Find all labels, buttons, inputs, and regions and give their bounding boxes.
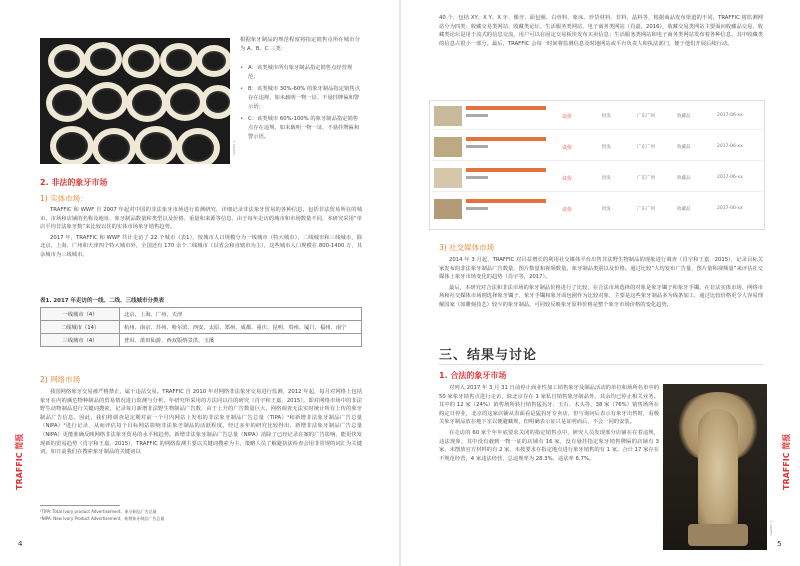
- bullet-item: • A：该类城市所有象牙制品指定销售点经营规范；: [240, 64, 360, 82]
- subsection-title: 2) 网络市场: [40, 375, 81, 384]
- paragraph: 对列入 2017 年 3 月 31 日前停止商业性加工销售象牙及制品活动的单位和场所名单中的 50 家象牙销售点进行走访，除北京存在 1 家私自销售象牙制品外，其余均已停止相关业务。其中的 12 家（24%）销售场所转行销售猛犸牙、玉石、木头等，38 家（76%）销售场所在约定日停业，北京的这家店铺从表面看是猛犸牙专卖店，但与询问后表示有象牙出售时，看极关象牙制品放在地下室以便避藏规，但明确表示证只是证明而后，不会一同的安装。: [439, 385, 659, 426]
- listing-price: 议价: [562, 176, 573, 182]
- listing-col: 批发: [602, 176, 611, 181]
- table-cell: 二线城市（14）: [41, 321, 120, 334]
- web-listing-screenshot: [429, 100, 765, 230]
- page-number: 4: [18, 540, 23, 548]
- listing-row: [432, 134, 762, 161]
- photo-credit: © TRAFFIC: [769, 520, 773, 537]
- right-page: [401, 0, 800, 566]
- subsection-title: 3) 社交媒体市场: [439, 243, 495, 252]
- body-text: [40, 206, 362, 262]
- bullet-list: [240, 64, 360, 145]
- listing-col: 2017-06-xx: [717, 144, 743, 149]
- listing-price: 议价: [562, 207, 573, 213]
- subsection-title: 1) 实体市场：: [40, 194, 88, 203]
- page-number: 5: [777, 540, 782, 548]
- listing-meta: [466, 176, 488, 179]
- paragraph: 2017 年，TRAFFIC 和 WWF 共计走访了 22 个城市（表1），按城市人口规模分为一线城市（特大城市）、二线城市和三线城市，除北京、上海、广州和天津四个特大城市外，全国还有 170 余个二线城市（以省会和直辖市为主），这些城市人口规模在 800-1400 万，其余城市为三线城市。: [40, 234, 362, 258]
- listing-thumb: [434, 137, 462, 157]
- photo-credit: © TRAFFIC: [232, 140, 236, 157]
- body-text: [439, 14, 763, 50]
- listing-price: 议价: [562, 145, 573, 151]
- table-cell: 普洱、莆田仙游、西双版纳景洪、玉溪: [120, 334, 362, 347]
- footnote-divider: [40, 505, 120, 506]
- footnote: ²NIPA: New Ivory Product Advertisement，新增象牙制品广告总量: [40, 516, 165, 521]
- body-text: [439, 384, 659, 465]
- listing-col: 收藏品: [677, 145, 691, 150]
- footnotes: [40, 508, 360, 522]
- table-row: [41, 308, 362, 321]
- body-text: [439, 256, 763, 312]
- body-text: [40, 388, 362, 459]
- paragraph: 最后，本研究对合法和非法市场的象牙制品价格进行了比较，在合法市场选择的对象是象牙镯子和象牙手镯，在非法实体市场、网络市场和社交媒体市场则选择象牙镯子、象牙手镯和象牙面包圈作为比较对象，主要是这些象牙制品多为线条加工，通过比较价格更令人容易理解国家（如雕刻技艺）较少的象牙制品，可同较反映象牙原料价格是整个象牙市场价格的变化趋势。: [439, 284, 763, 308]
- listing-col: 批发: [602, 145, 611, 150]
- listing-price: 议价: [562, 114, 573, 120]
- listing-col: 广东广州: [637, 145, 655, 150]
- listing-row: [432, 165, 762, 192]
- listing-col: 广东广州: [637, 176, 655, 181]
- listing-col: 收藏品: [677, 114, 691, 119]
- table-cell: 北京、上海、广州、天津: [120, 308, 362, 321]
- left-page: [0, 0, 399, 566]
- city-table: [40, 307, 362, 347]
- listing-thumb: [434, 106, 462, 126]
- listing-col: 2017-06-xx: [717, 175, 743, 180]
- listing-col: 2017-06-xx: [717, 113, 743, 118]
- listing-col: 批发: [602, 207, 611, 212]
- listing-col: 批发: [602, 114, 611, 119]
- listing-col: 收藏品: [677, 176, 691, 181]
- listing-col: 收藏品: [677, 207, 691, 212]
- ivory-statue-photo: [663, 384, 767, 550]
- listing-title: [466, 199, 546, 203]
- listing-title: [466, 168, 546, 172]
- paragraph: 40 个，包括 XY、X Y、X 牙、像牙、面包圈、白骨料、象床、珍货材料、非料、晶料等，根据商品发布渠道的不同，TRAFFIC 将监测网站分为四类：收藏交易类网站、收藏类论坛、生活服务类网站、电子商务类网站（肖嘉，2016），收藏交易类网站主要面向收藏品交易，收藏类论坛是用于流式的信息交流，用户可以在固定交易板块发布买卖信息；生活服务类网站和电子商务类网站发布着各种信息，其中收藏类的信息占很小一部分。最后，TRAFFIC 会每一时间将监测信息及时地网站或平台负责人和执法部门，便于他们开展后续行动。: [439, 15, 763, 47]
- section-title: 2. 非法的象牙市场: [40, 178, 108, 187]
- paragraph: 2014 年 3 月起，TRAFFIC 对目益增长的利用社交媒体平台出售非法野生物制品的现象进行调查（肖宇和王嘉，2015），记录目标关家发布的非法象牙制品广告数量、图片数量和视频数量。象牙制品类别以及价格。通过比较“人均发布广告量、图片量和视频量”来评估社交媒体上象牙市场变化的趋势（肖宇等，2017）。: [439, 257, 763, 281]
- listing-col: 2017-06-xx: [717, 206, 743, 211]
- listing-col: 广东广州: [637, 114, 655, 119]
- listing-row: [432, 196, 762, 222]
- bullet-item: • C：该类城市 60%-100% 的象牙制品指定销售点存在违规，如未载明一物一证，不悬挂牌匾和警示语。: [240, 115, 360, 142]
- section-heading: 三、结果与讨论: [439, 348, 538, 363]
- table-row: [41, 321, 362, 334]
- listing-meta: [466, 114, 488, 117]
- listing-thumb: [434, 199, 462, 219]
- listing-col: 广东广州: [637, 207, 655, 212]
- paragraph: 在走访的 60 家个年年底要求关闭的指定销售点中，研究人员发现部分店铺在在着违规，违法现象，其中没有载到一物一证的店铺有 16 家，没有悬挂指定象牙销售牌匾的店铺有 3 家，未摆放官方材料的有 2 家，未按要求在指定地点进行象牙销售的有 1 家。合计 17 家存在不规范经营，4 家违法经营，总违规率为 28.3%，违法率 6.7%。: [439, 429, 659, 462]
- paragraph: TRAFFIC 和 WWF 自 2007 年起对中国的非法象牙市场进行监测研究，详细记录非法象牙贸易的各种信息，包括非法贸易所在的城市、市场和店铺的名称及地址、象牙制品数量和类型以及价格、重量和来源等信息，由于每年走访的城市和市场数量不同，本研究采用“单店平均非法象牙数”来比较以往的实体市场象牙销售趋势。: [40, 207, 362, 231]
- table-row: [41, 334, 362, 347]
- footnote: ¹TIPA: Total Ivory product Advertisement，象牙制品广告总量: [40, 509, 157, 514]
- listing-meta: [466, 145, 488, 148]
- table-caption: 表1. 2017 年走访的一线、二线、三线城市分类表: [40, 298, 165, 304]
- side-logo: TRAFFIC 简报: [15, 433, 24, 490]
- bullet-item: • B：该类城市 30%-60% 的象牙制品指定销售点存在违规，如未载明一物一证、不悬挂牌匾和警示语；: [240, 85, 360, 112]
- listing-title: [466, 137, 546, 141]
- table-cell: 三线城市（4）: [41, 334, 120, 347]
- heading-rule: [439, 364, 763, 365]
- side-logo: TRAFFIC 简报: [782, 433, 791, 490]
- intro-text: 根据象牙制品的规范程度将指定销售点所在城市分为 A、B、C 三类：: [240, 37, 360, 52]
- listing-title: [466, 106, 546, 110]
- table-cell: 一线城市（4）: [41, 308, 120, 321]
- section-title: 1. 合法的象牙市场: [439, 371, 507, 380]
- listing-meta: [466, 207, 488, 210]
- table-cell: 杭州、南京、苏州、哈尔滨、西安、太原、郑州、成都、重庆、昆明、贵州、厦门、福州、南宁: [120, 321, 362, 334]
- paragraph: 我国网络象牙交易被严格禁止，属于违法交易。TRAFFIC 自 2010 年对网络非法象牙交易进行监测，2012 年起，每月对网络上包括象牙在内的濒危物种制品的贸易情况进行监测与分析，年研究所采用的方法同以往的研究（肖宇和王嘉，2015）。即对网络市场中的非法野生动物制品进行关键词搜索，记录每月新增非法野生物制品广告数，由于上升的广告数量巨大，网络调查无法实时统计所有上传的象牙制品广告信息。因此，我们将调查是定期对前一个月内网站上发布的非法象牙制品广告总量（TIPA）¹和新增非法象牙制品广告总量（NIPA）²进行记录，从而评估每个目标网站影响非法象牙制品的活跃程度，经过多年的研究比较得出，新增非法象牙制品广告总量（NIPA）更能准确反映网络非法象牙贸易的水平和趋势。新增非法象牙制品广告总量（NIPA）消除了已经记录在案的广告影响，能更快发现新的贸易趋势（肖宇和王嘉，2015），TRAFFIC 的网络监测主要以关键词搜索为主，策略人员了解避执法检查会用非常规的词汇为关键词，如日前我们在搜索象牙制品的关键词以: [40, 389, 362, 456]
- listing-row: [432, 103, 762, 130]
- listing-thumb: [434, 168, 462, 188]
- bangle-display-photo: [40, 38, 230, 164]
